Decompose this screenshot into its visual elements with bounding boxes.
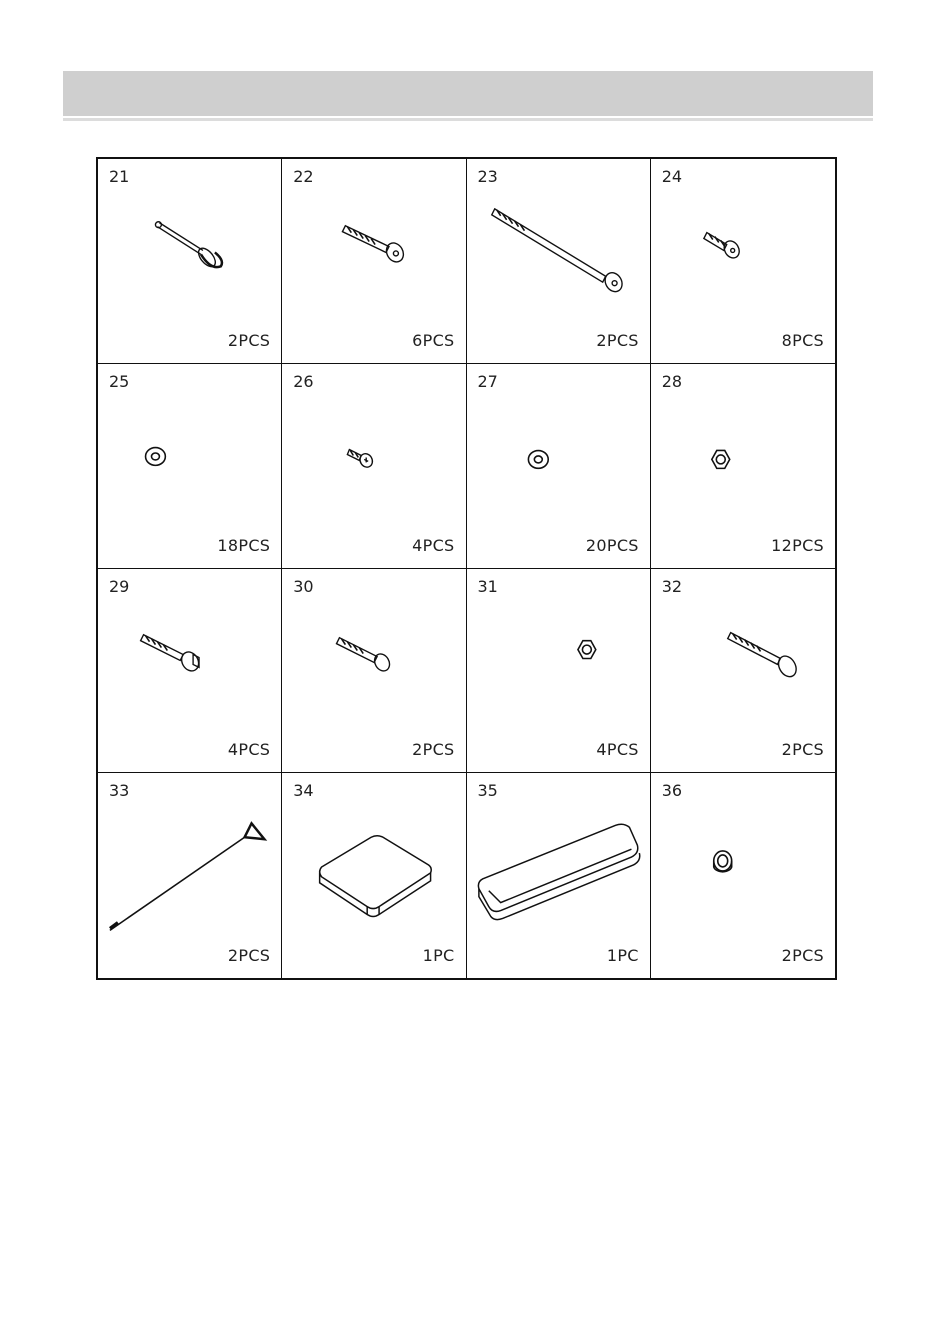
part-cell	[282, 773, 466, 978]
part-cell	[98, 569, 282, 774]
part-quantity: 6PCS	[412, 330, 455, 350]
part-quantity: 2PCS	[227, 330, 271, 350]
part-cell	[651, 159, 835, 364]
part-quantity: 20PCS	[585, 535, 639, 555]
part-number: 28	[661, 371, 683, 391]
part-number: 21	[109, 167, 130, 186]
part-quantity: 2PCS	[596, 330, 639, 350]
part-number: 32	[661, 576, 683, 596]
part-number: 33	[109, 781, 130, 801]
part-cell	[467, 159, 651, 364]
part-number: 35	[477, 781, 498, 801]
part-number: 34	[293, 781, 314, 801]
part-number: 22	[293, 167, 314, 186]
part-quantity: 12PCS	[771, 535, 824, 555]
part-cell	[282, 364, 466, 569]
part-quantity: 4PCS	[227, 740, 271, 760]
part-quantity: 2PCS	[412, 740, 455, 760]
part-number: 23	[477, 167, 498, 186]
part-cell	[98, 773, 282, 978]
part-number: 25	[109, 371, 130, 391]
part-quantity: 2PCS	[781, 740, 824, 760]
part-quantity: 4PCS	[412, 535, 455, 555]
part-cell	[651, 364, 835, 569]
part-cell	[282, 159, 466, 364]
part-number: 31	[477, 576, 498, 596]
part-quantity: 1PC	[422, 946, 455, 965]
part-cell	[651, 773, 835, 978]
part-number: 30	[293, 576, 314, 596]
part-quantity: 4PCS	[596, 740, 639, 760]
part-quantity: 8PCS	[781, 330, 824, 350]
part-quantity: 18PCS	[217, 535, 271, 555]
part-number: 26	[293, 371, 314, 391]
part-cell	[467, 773, 651, 978]
part-cell	[98, 364, 282, 569]
part-cell	[467, 569, 651, 774]
part-number: 24	[661, 167, 683, 186]
part-cell	[282, 569, 466, 774]
part-number: 27	[477, 371, 498, 391]
part-quantity: 1PC	[606, 946, 639, 965]
part-number: 36	[661, 781, 683, 801]
parts-grid	[96, 157, 837, 980]
part-cell	[651, 569, 835, 774]
part-quantity: 2PCS	[227, 946, 271, 965]
part-cell	[467, 364, 651, 569]
part-number: 29	[109, 576, 130, 596]
header-rule	[63, 118, 873, 121]
header-bar	[63, 71, 873, 116]
part-cell	[98, 159, 282, 364]
part-quantity: 2PCS	[781, 946, 824, 965]
